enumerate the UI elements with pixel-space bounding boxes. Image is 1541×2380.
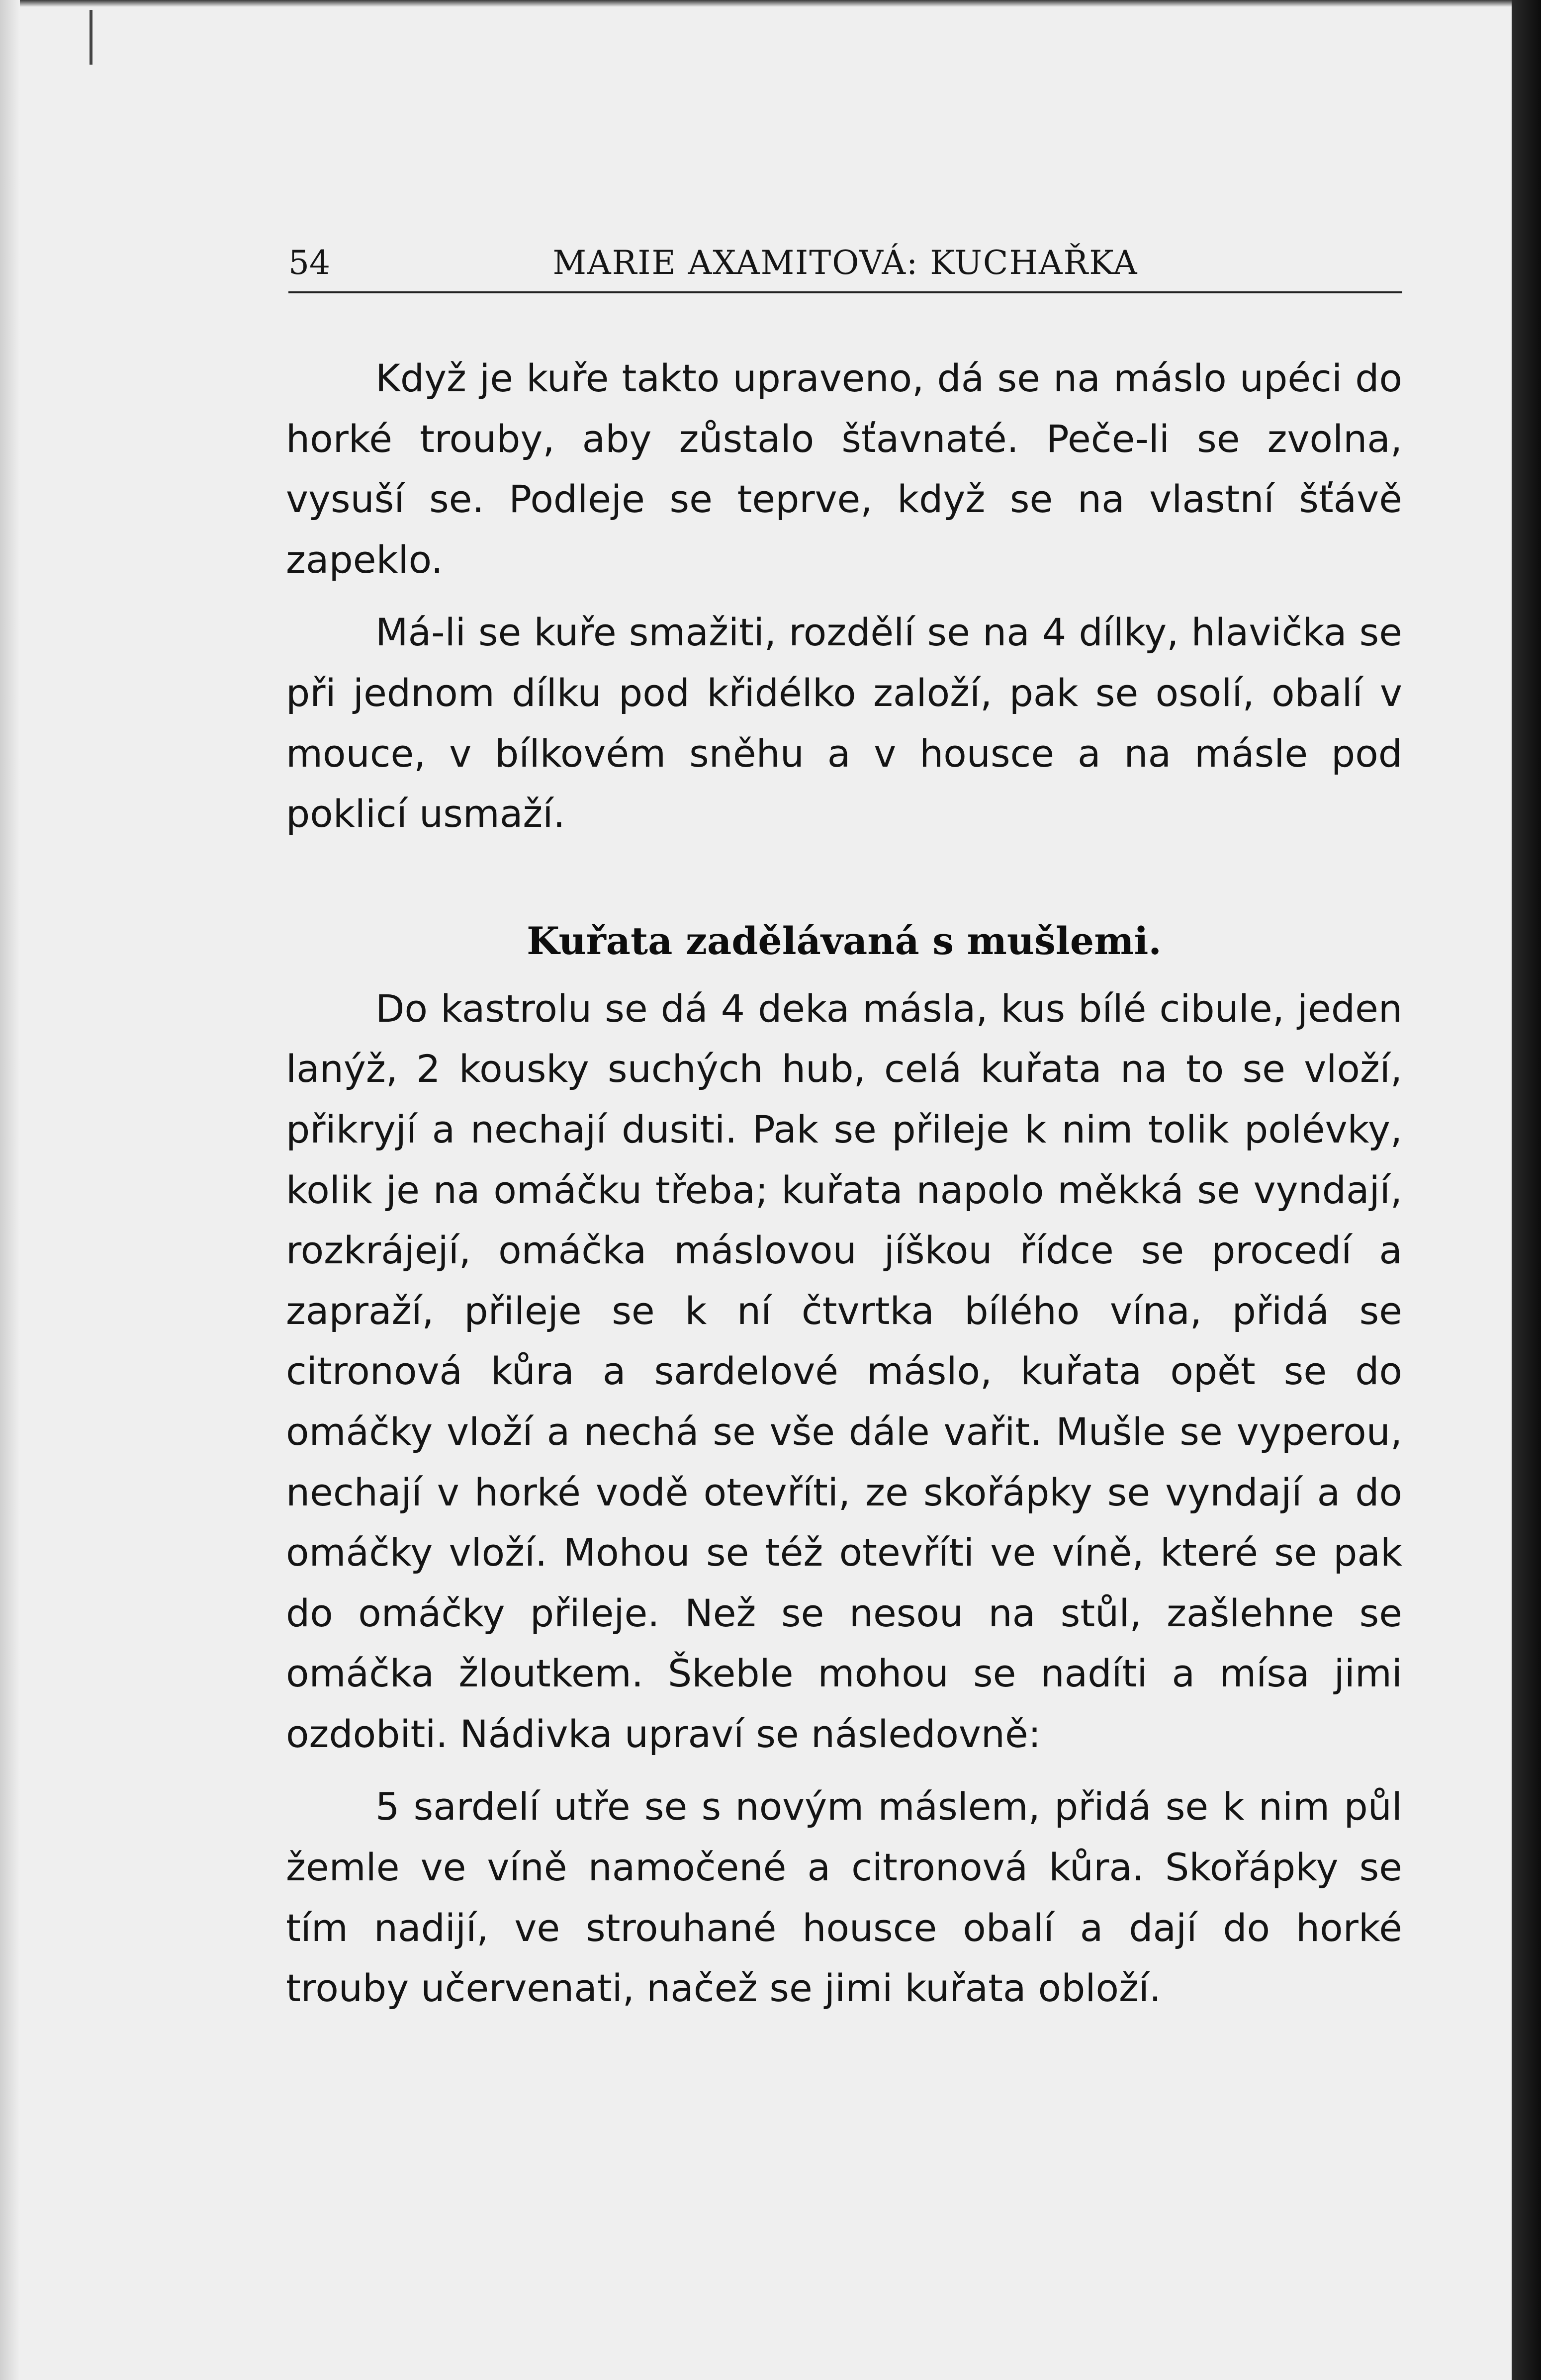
recipe-heading: Kuřata zadělávaná s mušlemi. (527, 918, 1162, 963)
running-title: MARIE AXAMITOVÁ: KUCHAŘKA (552, 244, 1138, 282)
page-number: 54 (288, 244, 330, 282)
page-header (288, 244, 1402, 298)
paragraph: Když je kuře takto upraveno, dá se na máslo upéci do horké trouby, aby zůstalo šťavnaté. Peče-li se zvolna, vysuší se. Podleje se teprve, když se na vlastní šťávě zapeklo. (286, 356, 1402, 582)
page-body (286, 348, 1402, 2019)
binding-mark (90, 10, 92, 65)
page-right-edge (1512, 0, 1541, 2380)
page-top-edge (0, 0, 1512, 7)
paragraph: Má-li se kuře smažiti, rozdělí se na 4 dílky, hlavička se při jednom dílku pod křidélko založí, pak se osolí, obalí v mouce, v bílkovém sněhu a v housce a na másle pod poklicí usmaží. (286, 610, 1402, 836)
header-rule (288, 291, 1402, 293)
page-left-shadow (0, 0, 20, 2380)
paragraph: Do kastrolu se dá 4 deka másla, kus bílé cibule, jeden lanýž, 2 kousky suchých hub, celá kuřata na to se vloží, přikryjí a nechají dusiti. Pak se přileje k nim tolik polévky, kolik je na omáčku třeba; kuřata napolo měkká se vyndají, rozkrájejí, omáčka máslovou jíškou řídce se procedí a zapraží, přileje se k ní čtvrtka bílého vína, přidá se citronová kůra a sardelové máslo, kuřata opět se do omáčky vloží a nechá se vše dále vařit. Mušle se vyperou, nechají v horké vodě otevříti, ze skořápky se vyndají a do omáčky vloží. Mohou se též otevříti ve víně, které se pak do omáčky přileje. Než se nesou na stůl, zašlehne se omáčka žloutkem. Škeble mohou se nadíti a mísa jimi ozdobiti. Nádivka upraví se následovně: (286, 986, 1402, 1756)
paragraph: 5 sardelí utře se s novým máslem, přidá se k nim půl žemle ve víně namočené a citronová kůra. Skořápky se tím nadijí, ve strouhané housce obalí a dají do horké trouby učervenati, načež se jimi kuřata obloží. (286, 1784, 1402, 2011)
